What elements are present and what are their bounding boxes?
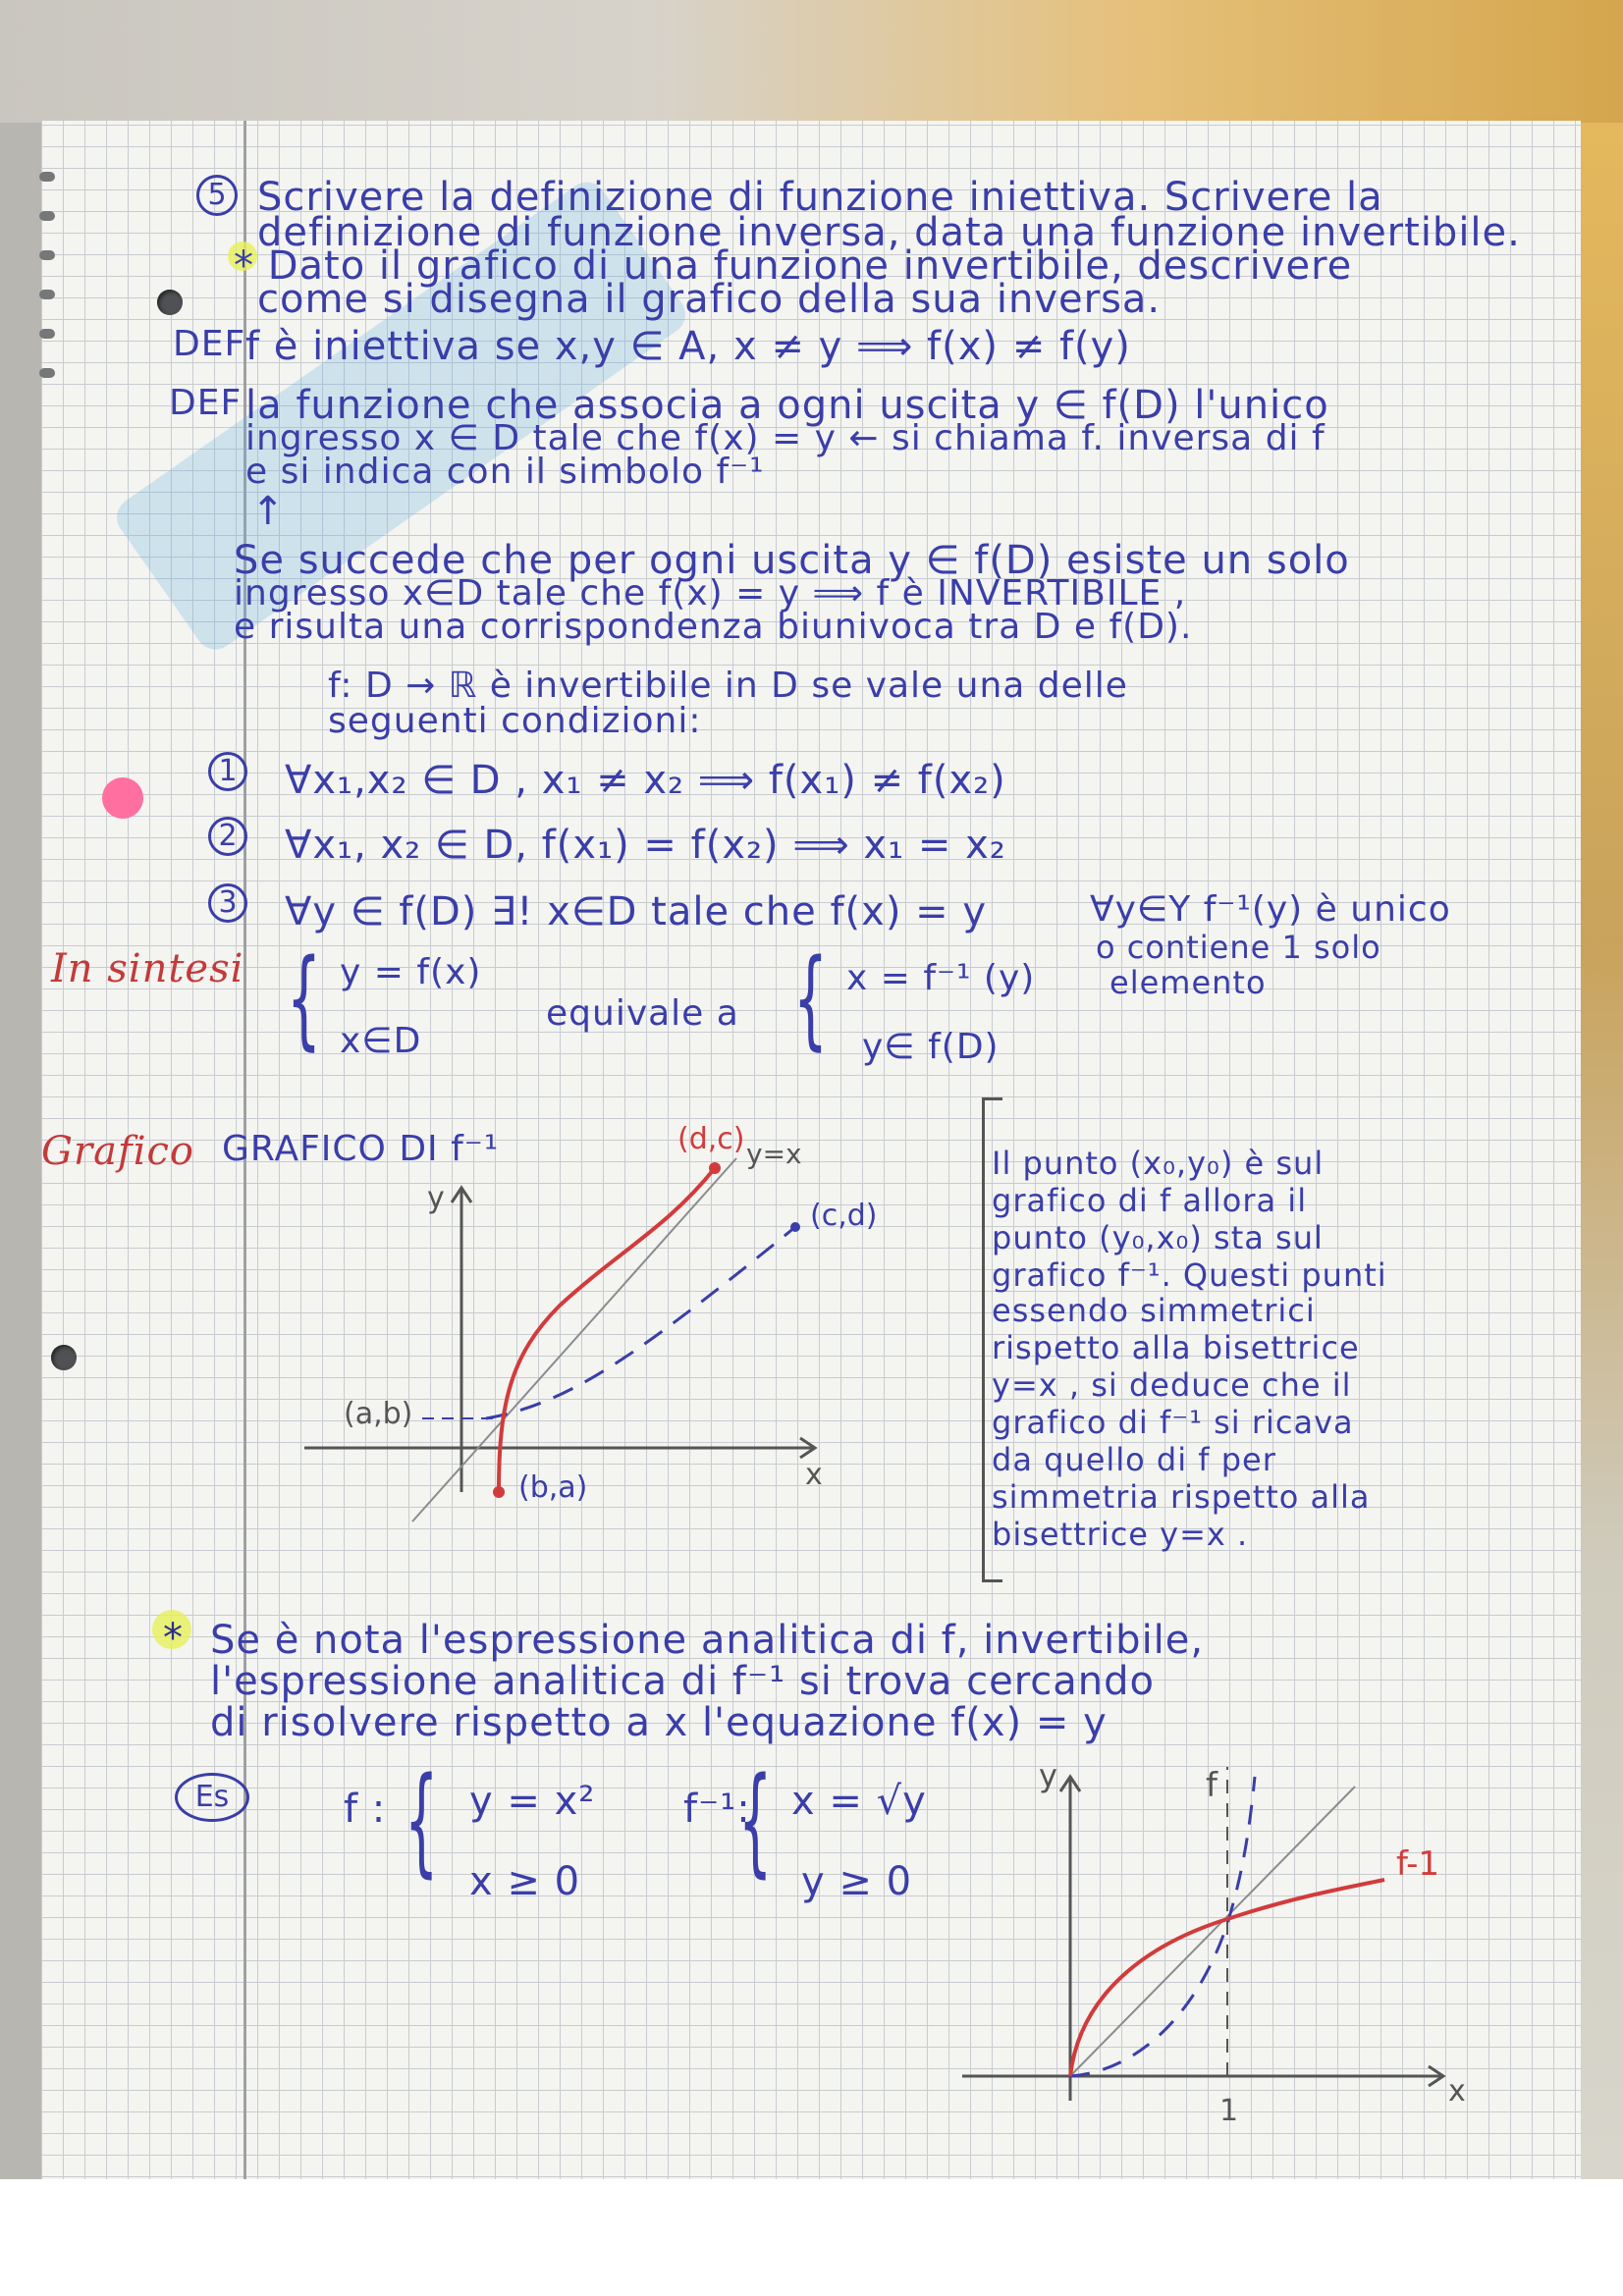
question-line: * Dato il grafico di una funzione invertibile, descrivere: [234, 243, 1353, 289]
summary-left-line: y = f(x): [340, 952, 482, 992]
table-background: [0, 0, 1623, 123]
example-label: Es: [175, 1773, 249, 1822]
binder-ring: [39, 368, 55, 378]
condition-text: ∀x₁, x₂ ∈ D, f(x₁) = f(x₂) ⟹ x₁ = x₂: [285, 823, 1006, 868]
left-brace: {: [793, 935, 829, 1061]
graph-inverse-sketch: [285, 1109, 878, 1522]
def-inverse-line: la funzione che associa a ogni uscita y ∈ f(D) l'unico: [245, 383, 1329, 428]
point-cd-label: (c,d): [810, 1199, 878, 1233]
conditions-intro: f: D → ℝ è invertibile in D se vale una delle: [328, 666, 1128, 706]
binder-ring: [39, 250, 55, 260]
left-brace: {: [405, 1753, 439, 1890]
original-function-curve: [486, 1227, 795, 1418]
example-f-line: x ≥ 0: [469, 1859, 581, 1904]
def-injective: f è iniettiva se x,y ∈ A, x ≠ y ⟹ f(x) ≠ f(y): [245, 324, 1131, 369]
def-tag: DEF: [173, 324, 246, 364]
star-marker: *: [163, 1616, 184, 1661]
x-axis-label: x: [805, 1458, 823, 1492]
condition-number: 1: [208, 752, 247, 791]
explanation-line: grafico di f⁻¹ si ricava: [992, 1404, 1354, 1441]
example-finv-line: x = √y: [791, 1779, 927, 1824]
explanation-line: simmetria rispetto alla: [992, 1478, 1371, 1516]
summary-right-line: x = f⁻¹ (y): [846, 958, 1036, 998]
example-finv-line: y ≥ 0: [801, 1859, 913, 1904]
summary-left-line: x∈D: [340, 1021, 422, 1061]
side-note-line: o contiene 1 solo: [1096, 929, 1381, 966]
graph-example-sketch: [943, 1747, 1492, 2160]
note-line: di risolvere rispetto a x l'equazione f(x) = y: [210, 1700, 1108, 1745]
explanation-line: essendo simmetrici: [992, 1292, 1316, 1329]
graph-title: GRAFICO DI f⁻¹: [222, 1129, 500, 1169]
summary-equivalence: equivale a: [546, 993, 739, 1034]
conditions-intro: seguenti condizioni:: [328, 701, 702, 741]
table-background-right: [1581, 123, 1623, 2179]
f-label: f: [1206, 1766, 1217, 1805]
up-arrow: ↑: [251, 489, 286, 534]
point-ba-label: (b,a): [518, 1470, 588, 1505]
binder-ring: [39, 211, 55, 221]
left-brace: {: [738, 1753, 773, 1890]
page-bottom-margin: [0, 2179, 1623, 2296]
explanation-line: rispetto alla bisettrice: [992, 1329, 1360, 1366]
explanation-line: Il punto (x₀,y₀) è sul: [992, 1145, 1325, 1182]
question-line: definizione di funzione inversa, data una funzione invertibile.: [257, 210, 1521, 255]
summary-right-line: y∈ f(D): [862, 1027, 1000, 1067]
inverse-function-curve: [499, 1168, 715, 1492]
condition-number: 2: [208, 817, 247, 856]
binder-ring: [39, 172, 55, 182]
summary-label: In sintesi: [51, 946, 244, 991]
point-dc-label: (d,c): [677, 1122, 745, 1156]
point-ba-marker: [493, 1486, 505, 1498]
explanation-line: y=x , si deduce che il: [992, 1366, 1352, 1404]
def-tag: DEF: [169, 383, 243, 423]
note-line: l'espressione analitica di f⁻¹ si trova cercando: [210, 1659, 1156, 1704]
left-brace: {: [287, 935, 322, 1061]
bisector-line: [1070, 1787, 1355, 2076]
def-inverse-line: e si indica con il simbolo f⁻¹: [245, 452, 765, 492]
condition-number: 3: [208, 883, 247, 923]
point-ab-label: (a,b): [344, 1397, 413, 1431]
f-inverse-label: f-1: [1396, 1844, 1440, 1884]
note-line: Se è nota l'espressione analitica di f, invertibile,: [210, 1618, 1205, 1663]
x-axis-label: x: [1448, 2074, 1466, 2109]
explanation-line: grafico f⁻¹. Questi punti: [992, 1256, 1387, 1294]
invertible-line: Se succede che per ogni uscita y ∈ f(D) esiste un solo: [234, 538, 1350, 583]
point-cd-marker: [790, 1222, 800, 1232]
binder-ring: [39, 329, 55, 339]
side-note-line: elemento: [1109, 964, 1267, 1001]
def-inverse-line: ingresso x ∈ D tale che f(x) = y ← si chiama f. inversa di f: [245, 418, 1325, 458]
example-f-line: y = x²: [469, 1779, 596, 1824]
condition-text: ∀y ∈ f(D) ∃! x∈D tale che f(x) = y: [285, 889, 988, 934]
example-finv-name: f⁻¹:: [683, 1787, 751, 1832]
question-line: Scrivere la definizione di funzione iniettiva. Scrivere la: [257, 175, 1383, 220]
y-axis-label: y: [1039, 1757, 1057, 1794]
tick-1-label: 1: [1219, 2094, 1239, 2128]
punch-hole: [51, 1345, 77, 1370]
y-axis-label: y: [427, 1181, 445, 1215]
side-note-line: ∀y∈Y f⁻¹(y) è unico: [1090, 889, 1451, 930]
example-f-name: f :: [344, 1787, 387, 1832]
invertible-line: e risulta una corrispondenza biunivoca tra D e f(D).: [234, 607, 1193, 647]
bisector-label: y=x: [746, 1138, 802, 1170]
question-line: come si disegna il grafico della sua inversa.: [257, 277, 1162, 322]
condition-text: ∀x₁,x₂ ∈ D , x₁ ≠ x₂ ⟹ f(x₁) ≠ f(x₂): [285, 758, 1006, 803]
explanation-line: da quello di f per: [992, 1441, 1276, 1478]
pink-dot-sticker: [102, 777, 143, 819]
invertible-line: ingresso x∈D tale che f(x) = y ⟹ f è INVERTIBILE ,: [234, 573, 1187, 614]
explanation-line: bisettrice y=x .: [992, 1516, 1249, 1553]
binder-ring: [39, 290, 55, 299]
question-number: 5: [196, 175, 238, 216]
graph-side-label: Grafico: [41, 1129, 195, 1174]
point-dc-marker: [709, 1162, 721, 1174]
explanation-line: grafico di f allora il: [992, 1182, 1308, 1219]
explanation-line: punto (y₀,x₀) sta sul: [992, 1219, 1324, 1256]
